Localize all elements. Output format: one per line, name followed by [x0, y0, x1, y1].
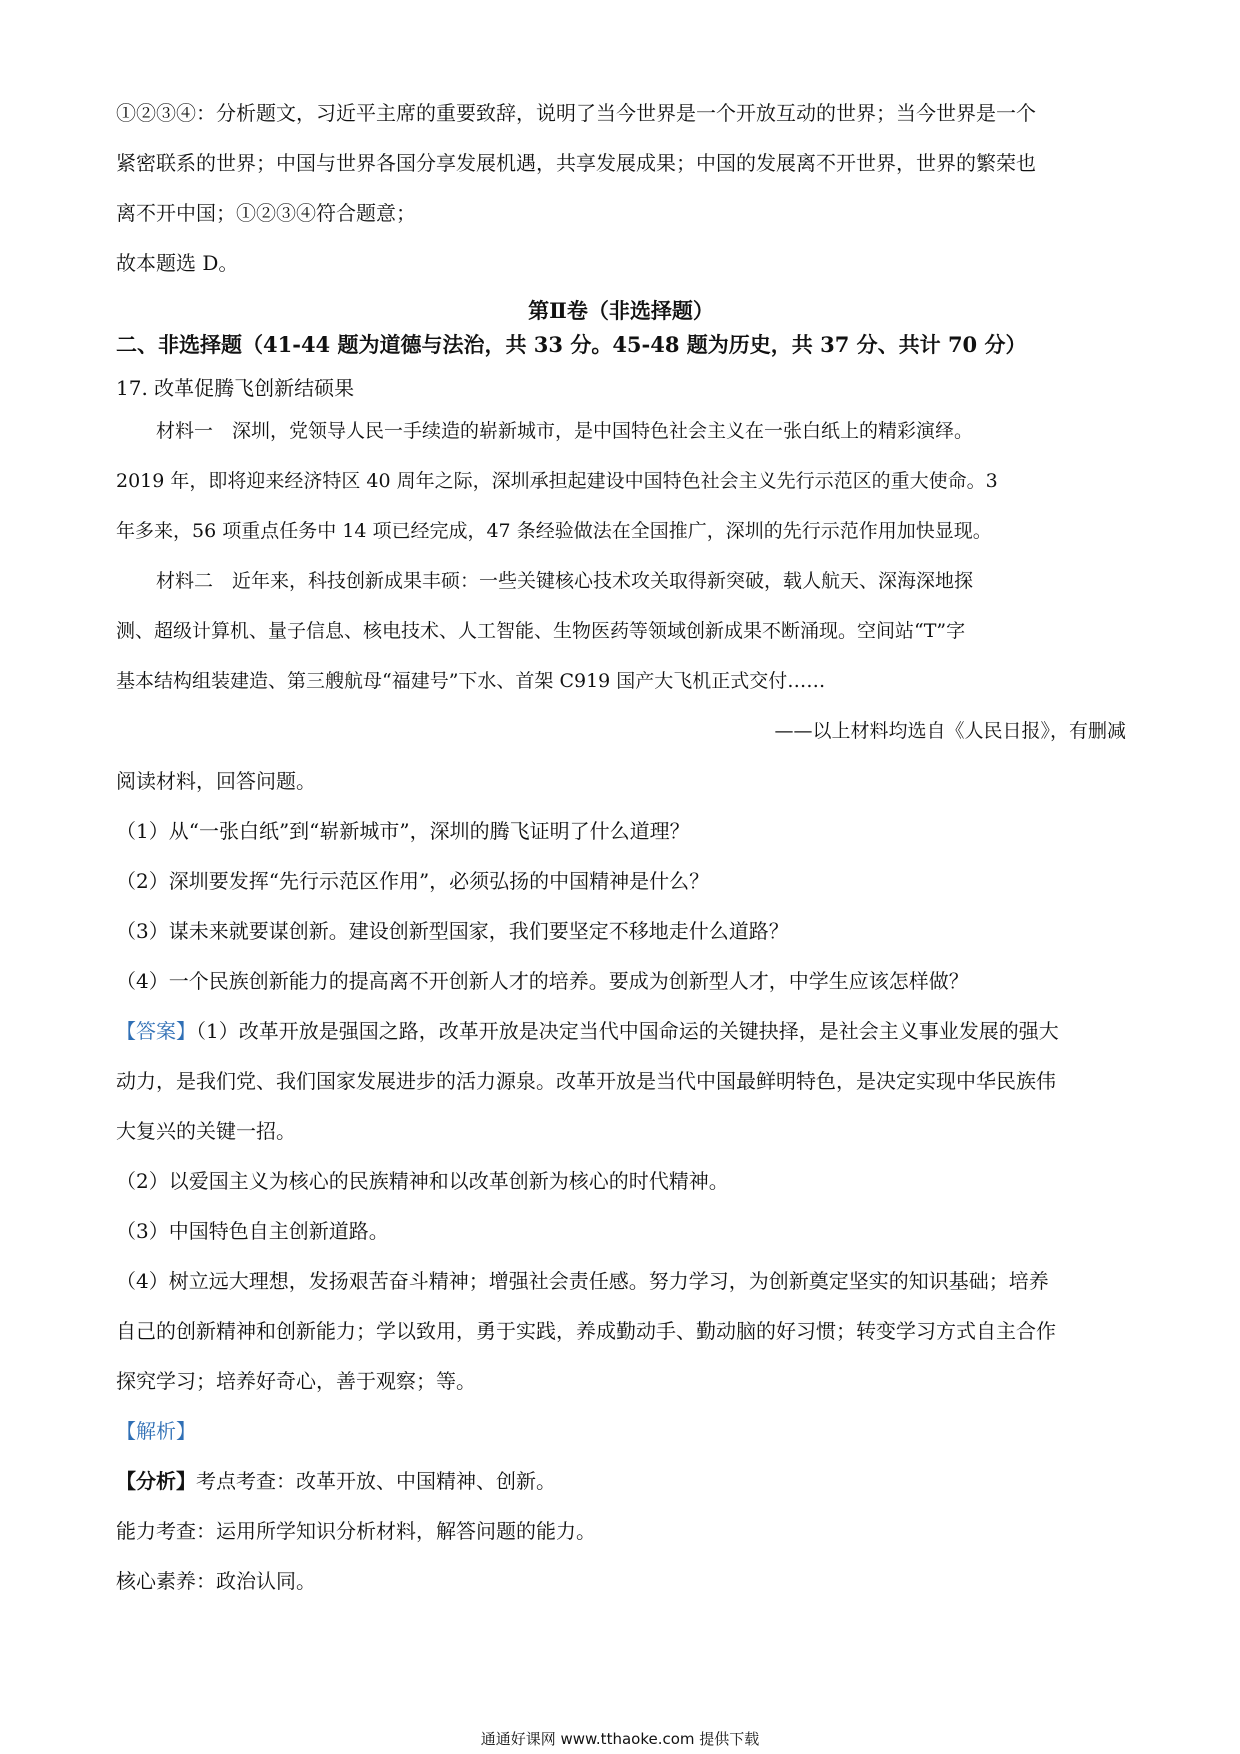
answer-line: 大复兴的关键一招。 — [116, 1119, 296, 1143]
answer-text: （1）改革开放是强国之路，改革开放是决定当代中国命运的关键抉择，是社会主义事业发展的强大 — [196, 1019, 1059, 1043]
document-page — [116, 88, 1126, 1606]
previous-answer-block — [116, 88, 1126, 288]
question-prompt: 阅读材料，回答问题。 — [116, 769, 316, 793]
core-literacy-line: 核心素养：政治认同。 — [116, 1569, 316, 1593]
answer-line: 自己的创新精神和创新能力；学以致用，勇于实践，养成勤动手、勤动脑的好习惯；转变学习方式自主合作 — [116, 1319, 1056, 1343]
explanation-block — [116, 1406, 1126, 1606]
answer-tag: 【答案】 — [116, 1019, 196, 1043]
question-title: 17. 改革促腾飞创新结硕果 — [116, 376, 355, 400]
answer-line: （3）中国特色自主创新道路。 — [116, 1219, 389, 1243]
analysis-line: 离不开中国；①②③④符合题意； — [116, 201, 416, 225]
material-one-line: 年多来，56 项重点任务中 14 项已经完成，47 条经验做法在全国推广，深圳的先行示范作用加快显现。 — [116, 520, 992, 542]
material-two-line: 基本结构组装建造、第三艘航母“福建号”下水、首架 C919 国产大飞机正式交付…… — [116, 670, 826, 692]
conclusion-line: 故本题选 D。 — [116, 251, 239, 275]
analysis-line: 紧密联系的世界；中国与世界各国分享发展机遇，共享发展成果；中国的发展离不开世界，世界的繁荣也 — [116, 151, 1036, 175]
sub-question: （4）一个民族创新能力的提高离不开创新人才的培养。要成为创新型人才，中学生应该怎样做？ — [116, 969, 969, 993]
material-two-line: 测、超级计算机、量子信息、核电技术、人工智能、生物医药等领域创新成果不断涌现。空间站“T”字 — [116, 620, 966, 642]
sub-question: （3）谋未来就要谋创新。建设创新型国家，我们要坚定不移地走什么道路？ — [116, 919, 789, 943]
answer-line: （2）以爱国主义为核心的民族精神和以改革创新为核心的时代精神。 — [116, 1169, 729, 1193]
section-heading: 二、非选择题（41-44 题为道德与法治，共 33 分。45-48 题为历史，共 37 分、共计 70 分） — [116, 332, 1027, 357]
analysis-tag: 【分析】 — [116, 1469, 196, 1493]
volume-title: 第Ⅱ卷（非选择题） — [528, 298, 714, 323]
answer-line — [116, 1006, 1126, 1056]
material-one-line: 2019 年，即将迎来经济特区 40 周年之际，深圳承担起建设中国特色社会主义先行示范区的重大使命。3 — [116, 470, 998, 492]
analysis-line: ①②③④：分析题文，习近平主席的重要致辞，说明了当今世界是一个开放互动的世界；当今世界是一个 — [116, 101, 1036, 125]
material-two-line: 材料二 近年来，科技创新成果丰硕：一些关键核心技术攻关取得新突破，载人航天、深海深地探 — [156, 570, 974, 592]
answer-line: 探究学习；培养好奇心，善于观察；等。 — [116, 1369, 476, 1393]
page-footer: 通通好课网 www.tthaoke.com 提供下载 — [480, 1730, 760, 1748]
analysis-line — [116, 1456, 1126, 1506]
answer-block — [116, 1006, 1126, 1406]
answer-line: 动力，是我们党、我们国家发展进步的活力源泉。改革开放是当代中国最鲜明特色，是决定实现中华民族伟 — [116, 1069, 1056, 1093]
analysis-text: 考点考查：改革开放、中国精神、创新。 — [196, 1469, 556, 1493]
sub-question: （2）深圳要发挥“先行示范区作用”，必须弘扬的中国精神是什么？ — [116, 869, 710, 893]
answer-line: （4）树立远大理想，发扬艰苦奋斗精神；增强社会责任感。努力学习，为创新奠定坚实的知识基础；培养 — [116, 1269, 1049, 1293]
material-source: ——以上材料均选自《人民日报》，有删减 — [774, 720, 1126, 742]
explanation-tag: 【解析】 — [116, 1419, 196, 1443]
material-one-line: 材料一 深圳，党领导人民一手续造的崭新城市，是中国特色社会主义在一张白纸上的精彩演绎。 — [156, 420, 974, 442]
sub-question: （1）从“一张白纸”到“崭新城市”，深圳的腾飞证明了什么道理？ — [116, 819, 690, 843]
question-block — [116, 370, 1126, 1006]
ability-line: 能力考查：运用所学知识分析材料，解答问题的能力。 — [116, 1519, 596, 1543]
